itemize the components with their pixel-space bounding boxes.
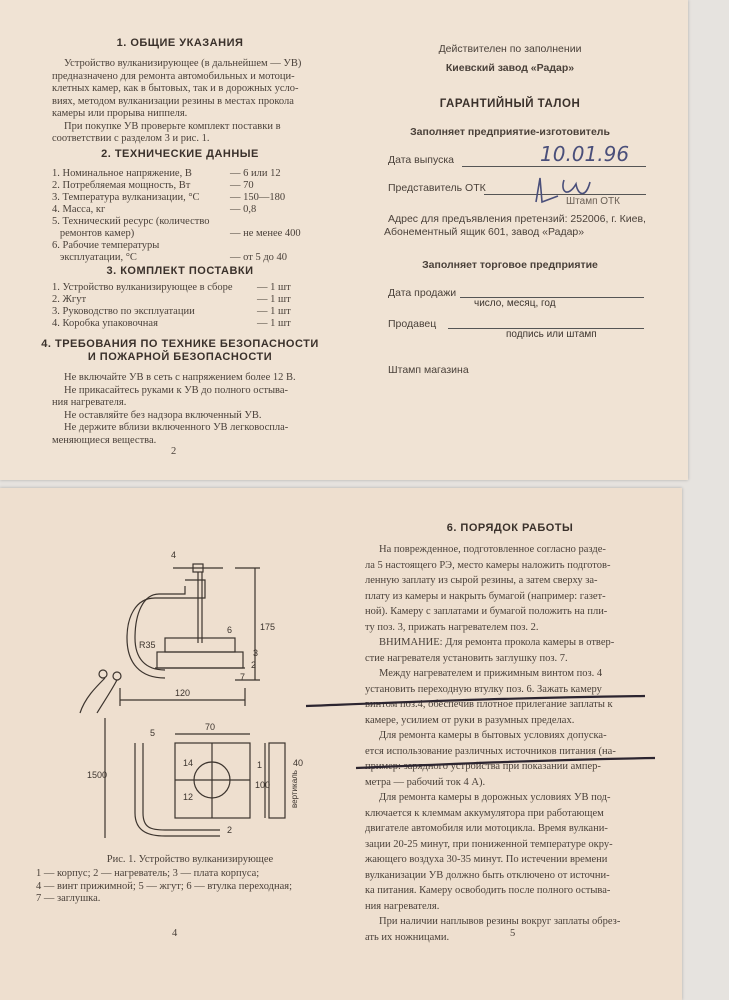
row-value: — 0,8 [230, 204, 257, 215]
s6-line: Между нагревателем и прижимным винтом поз. 4 [379, 668, 603, 679]
row-label: 2. Жгут [52, 294, 87, 305]
section-4-subtitle: И ПОЖАРНОЙ БЕЗОПАСНОСТИ [87, 351, 273, 363]
s6-line: ВНИМАНИЕ: Для ремонта прокола камеры в отвер- [379, 637, 615, 648]
row-value: — 1 шт [257, 306, 291, 317]
s1-line: клетных камер, как в бытовых, так и в дорожных усло- [52, 83, 299, 94]
s6-line: Для ремонта камеры в дорожных условиях УВ под- [379, 792, 611, 803]
spec-row [52, 204, 308, 216]
row-label: 4. Коробка упаковочная [52, 318, 158, 329]
spec-row [52, 252, 308, 264]
dim-12: 12 [183, 792, 194, 802]
spec-row [52, 240, 308, 252]
sale-date-label: Дата продажи [388, 287, 457, 299]
s6-line: камере, усилием от руки в разумных пределах. [365, 714, 575, 726]
coupon-title: ГАРАНТИЙНЫЙ ТАЛОН [439, 98, 581, 110]
row-label: 2. Потребляемая мощность, Вт [52, 180, 191, 191]
release-date-line [462, 166, 646, 167]
s4-line: Не включайте УВ в сеть с напряжением более 12 В. [64, 372, 296, 383]
address-line-2: Абонементный ящик 601, завод «Радар» [384, 226, 585, 238]
s6-line: ется использование различных источников питания (на- [365, 745, 616, 757]
s6-line: установить переходную втулку поз. 6. Зажать камеру [365, 683, 602, 695]
shop-stamp-label: Штамп магазина [388, 364, 469, 376]
top-sheet [0, 0, 688, 480]
s6-line: ной). Камеру с заплатами и бумагой положить на пли- [365, 606, 608, 617]
release-date-handwritten: 10.01.96 [540, 142, 630, 166]
s4-line: меняющиеся вещества. [52, 434, 157, 446]
manufacturer-fills: Заполняет предприятие-изготовитель [410, 126, 610, 138]
specs-list [52, 168, 308, 263]
s6-line: Для ремонта камеры в бытовых условиях допуска- [379, 730, 607, 741]
s4-line: Не держите вблизи включенного УВ легковоспла- [64, 422, 289, 433]
section-4-title: 4. ТРЕБОВАНИЯ ПО ТЕХНИКЕ БЕЗОПАСНОСТИ [41, 338, 319, 350]
spec-row [52, 282, 308, 294]
fig-label-7: 7 [240, 672, 246, 682]
dim-100: 100 [255, 780, 271, 790]
s6-line: жающего воздуха 30-35 минут. По истечении времени [365, 854, 608, 865]
row-label: 1. Номинальное напряжение, В [52, 168, 192, 179]
seller-hint: подпись или штамп [506, 329, 597, 340]
spec-row [52, 180, 308, 192]
page-number: 5 [510, 928, 516, 939]
spec-row [52, 294, 308, 306]
fig-label-5: 5 [150, 728, 156, 738]
spec-row [52, 228, 308, 240]
caption-line: 1 — корпус; 2 — нагреватель; 3 — плата корпуса; [36, 868, 260, 879]
caption-line: 4 — винт прижимной; 5 — жгут; 6 — втулка переходная; [36, 880, 293, 892]
section-6-title: 6. ПОРЯДОК РАБОТЫ [446, 522, 574, 534]
trade-fills: Заполняет торговое предприятие [422, 259, 598, 271]
fig-label-3: 3 [253, 648, 259, 658]
spec-row [52, 168, 308, 180]
dim-175: 175 [260, 622, 276, 632]
fig-label-2b: 2 [227, 825, 233, 835]
s6-line: зации 20-25 минут, при пониженной температуре окру- [365, 838, 613, 850]
s1-line: соответствии с разделом 3 и рис. 1. [52, 133, 210, 144]
section-3-title: 3. КОМПЛЕКТ ПОСТАВКИ [106, 265, 254, 277]
s1-line: предназначено для ремонта автомобильных и мотоци- [52, 70, 295, 82]
spec-row [52, 318, 308, 330]
row-value: — 1 шт [257, 294, 291, 305]
section-4-text [52, 372, 314, 447]
spec-row [52, 192, 308, 204]
s4-line: Не прикасайтесь руками к УВ до полного остыва- [64, 384, 289, 396]
seller-label: Продавец [388, 318, 437, 330]
s4-line: Не оставляйте без надзора включенный УВ. [64, 409, 262, 421]
row-value: — 1 шт [257, 318, 291, 329]
s6-line: ка питания. Камеру освободить после полного остыва- [365, 885, 611, 896]
s6-line: плату из камеры и накрыть бумагой (например: газет- [365, 590, 606, 602]
s6-line: пример: зарядного устройства при показании ампер- [365, 761, 601, 772]
caption-line: 7 — заглушка. [36, 893, 101, 904]
row-label: 4. Масса, кг [52, 204, 106, 215]
fig-label-4: 4 [171, 550, 177, 560]
s6-line: На поврежденное, подготовленное согласно разде- [379, 544, 606, 555]
s1-line: Устройство вулканизирующее (в дальнейшем — УВ) [64, 58, 302, 69]
s6-line: вулканизации УВ должно быть отключено от источни- [365, 869, 610, 881]
s1-line: При покупке УВ проверьте комплект поставки в [64, 120, 281, 132]
otk-stamp: Штамп ОТК [566, 196, 620, 207]
row-value: — 150—180 [230, 192, 286, 203]
dim-r35: R35 [139, 640, 156, 650]
s6-line: При наличии наплывов резины вокруг заплаты обрез- [379, 916, 621, 927]
s6-line: винтом поз.4, обеспечив плотное прилегание заплаты к [365, 699, 613, 710]
section-2-title: 2. ТЕХНИЧЕСКИЕ ДАННЫЕ [101, 148, 259, 160]
s6-line: ать их ножницами. [365, 931, 450, 943]
s6-line: двигателе автомобиля или мотоцикла. Время вулкани- [365, 823, 608, 834]
s4-line: ния нагревателя. [52, 397, 127, 408]
spec-row [52, 306, 308, 318]
section-1-text [52, 58, 308, 146]
kit-list [52, 282, 308, 332]
row-label: ремонтов камер) [52, 228, 135, 239]
row-label: 3. Руководство по эксплуатации [52, 306, 195, 317]
row-value: — 1 шт [257, 282, 291, 293]
row-label: 6. Рабочие температуры [52, 240, 160, 251]
figure-caption [36, 868, 336, 906]
plant-name: Киевский завод «Радар» [445, 62, 575, 74]
row-value: — от 5 до 40 [230, 252, 288, 263]
s6-line: ла 5 настоящего РЭ, место камеры наложить подготов- [365, 559, 611, 571]
figure-caption-title: Рис. 1. Устройство вулканизирующее [106, 854, 274, 865]
s6-line: ключается к клеммам аккумулятора при работающем [365, 807, 604, 819]
bottom-sheet [0, 488, 682, 1000]
otk-label: Представитель ОТК [388, 182, 486, 194]
page-number: 2 [171, 446, 177, 457]
pen-marks [300, 688, 660, 778]
dim-14: 14 [183, 758, 194, 768]
fig-label-1: 1 [257, 760, 263, 770]
row-value: — 6 или 12 [230, 168, 281, 179]
dim-40: 40 [293, 758, 304, 768]
s6-line: ния нагревателя. [365, 900, 440, 912]
dim-70: 70 [205, 722, 216, 732]
row-label: 5. Технический ресурс (количество [52, 216, 210, 227]
section-1-title: 1. ОБЩИЕ УКАЗАНИЯ [116, 37, 244, 49]
fig-label-2: 2 [251, 660, 257, 670]
row-value: — 70 [230, 180, 254, 191]
term-label: вертикаль [290, 770, 299, 808]
sale-date-hint: число, месяц, год [474, 298, 556, 309]
spec-row [52, 216, 308, 228]
page-number: 4 [172, 928, 178, 939]
s6-line: метра — рабочий ток 4 А). [365, 776, 486, 788]
s6-line: ленную заплату из сырой резины, а затем сверху за- [365, 575, 598, 586]
row-label: 3. Температура вулканизации, °С [52, 192, 200, 203]
s1-line: камеры или прорыва ниппеля. [52, 108, 188, 119]
fig-label-6: 6 [227, 625, 233, 635]
row-value: — не менее 400 [230, 228, 301, 239]
s6-line: ту поз. 3, прижать нагревателем поз. 2. [365, 621, 539, 633]
s6-line: стие нагревателя установить заглушку поз. 7. [365, 652, 568, 664]
row-label: 1. Устройство вулканизирующее в сборе [52, 282, 233, 293]
dim-1500: 1500 [87, 770, 108, 780]
row-label: эксплуатации, °С [52, 252, 137, 263]
device-drawing [55, 538, 320, 848]
release-date-label: Дата выпуска [388, 154, 455, 166]
s1-line: виях, методом вулканизации резины в местах прокола [52, 95, 294, 107]
address-line-1: Адрес для предъявления претензий: 252006, г. Киев, [388, 213, 646, 225]
valid-note: Действителен по заполнении [438, 43, 582, 55]
dim-120: 120 [175, 688, 191, 698]
